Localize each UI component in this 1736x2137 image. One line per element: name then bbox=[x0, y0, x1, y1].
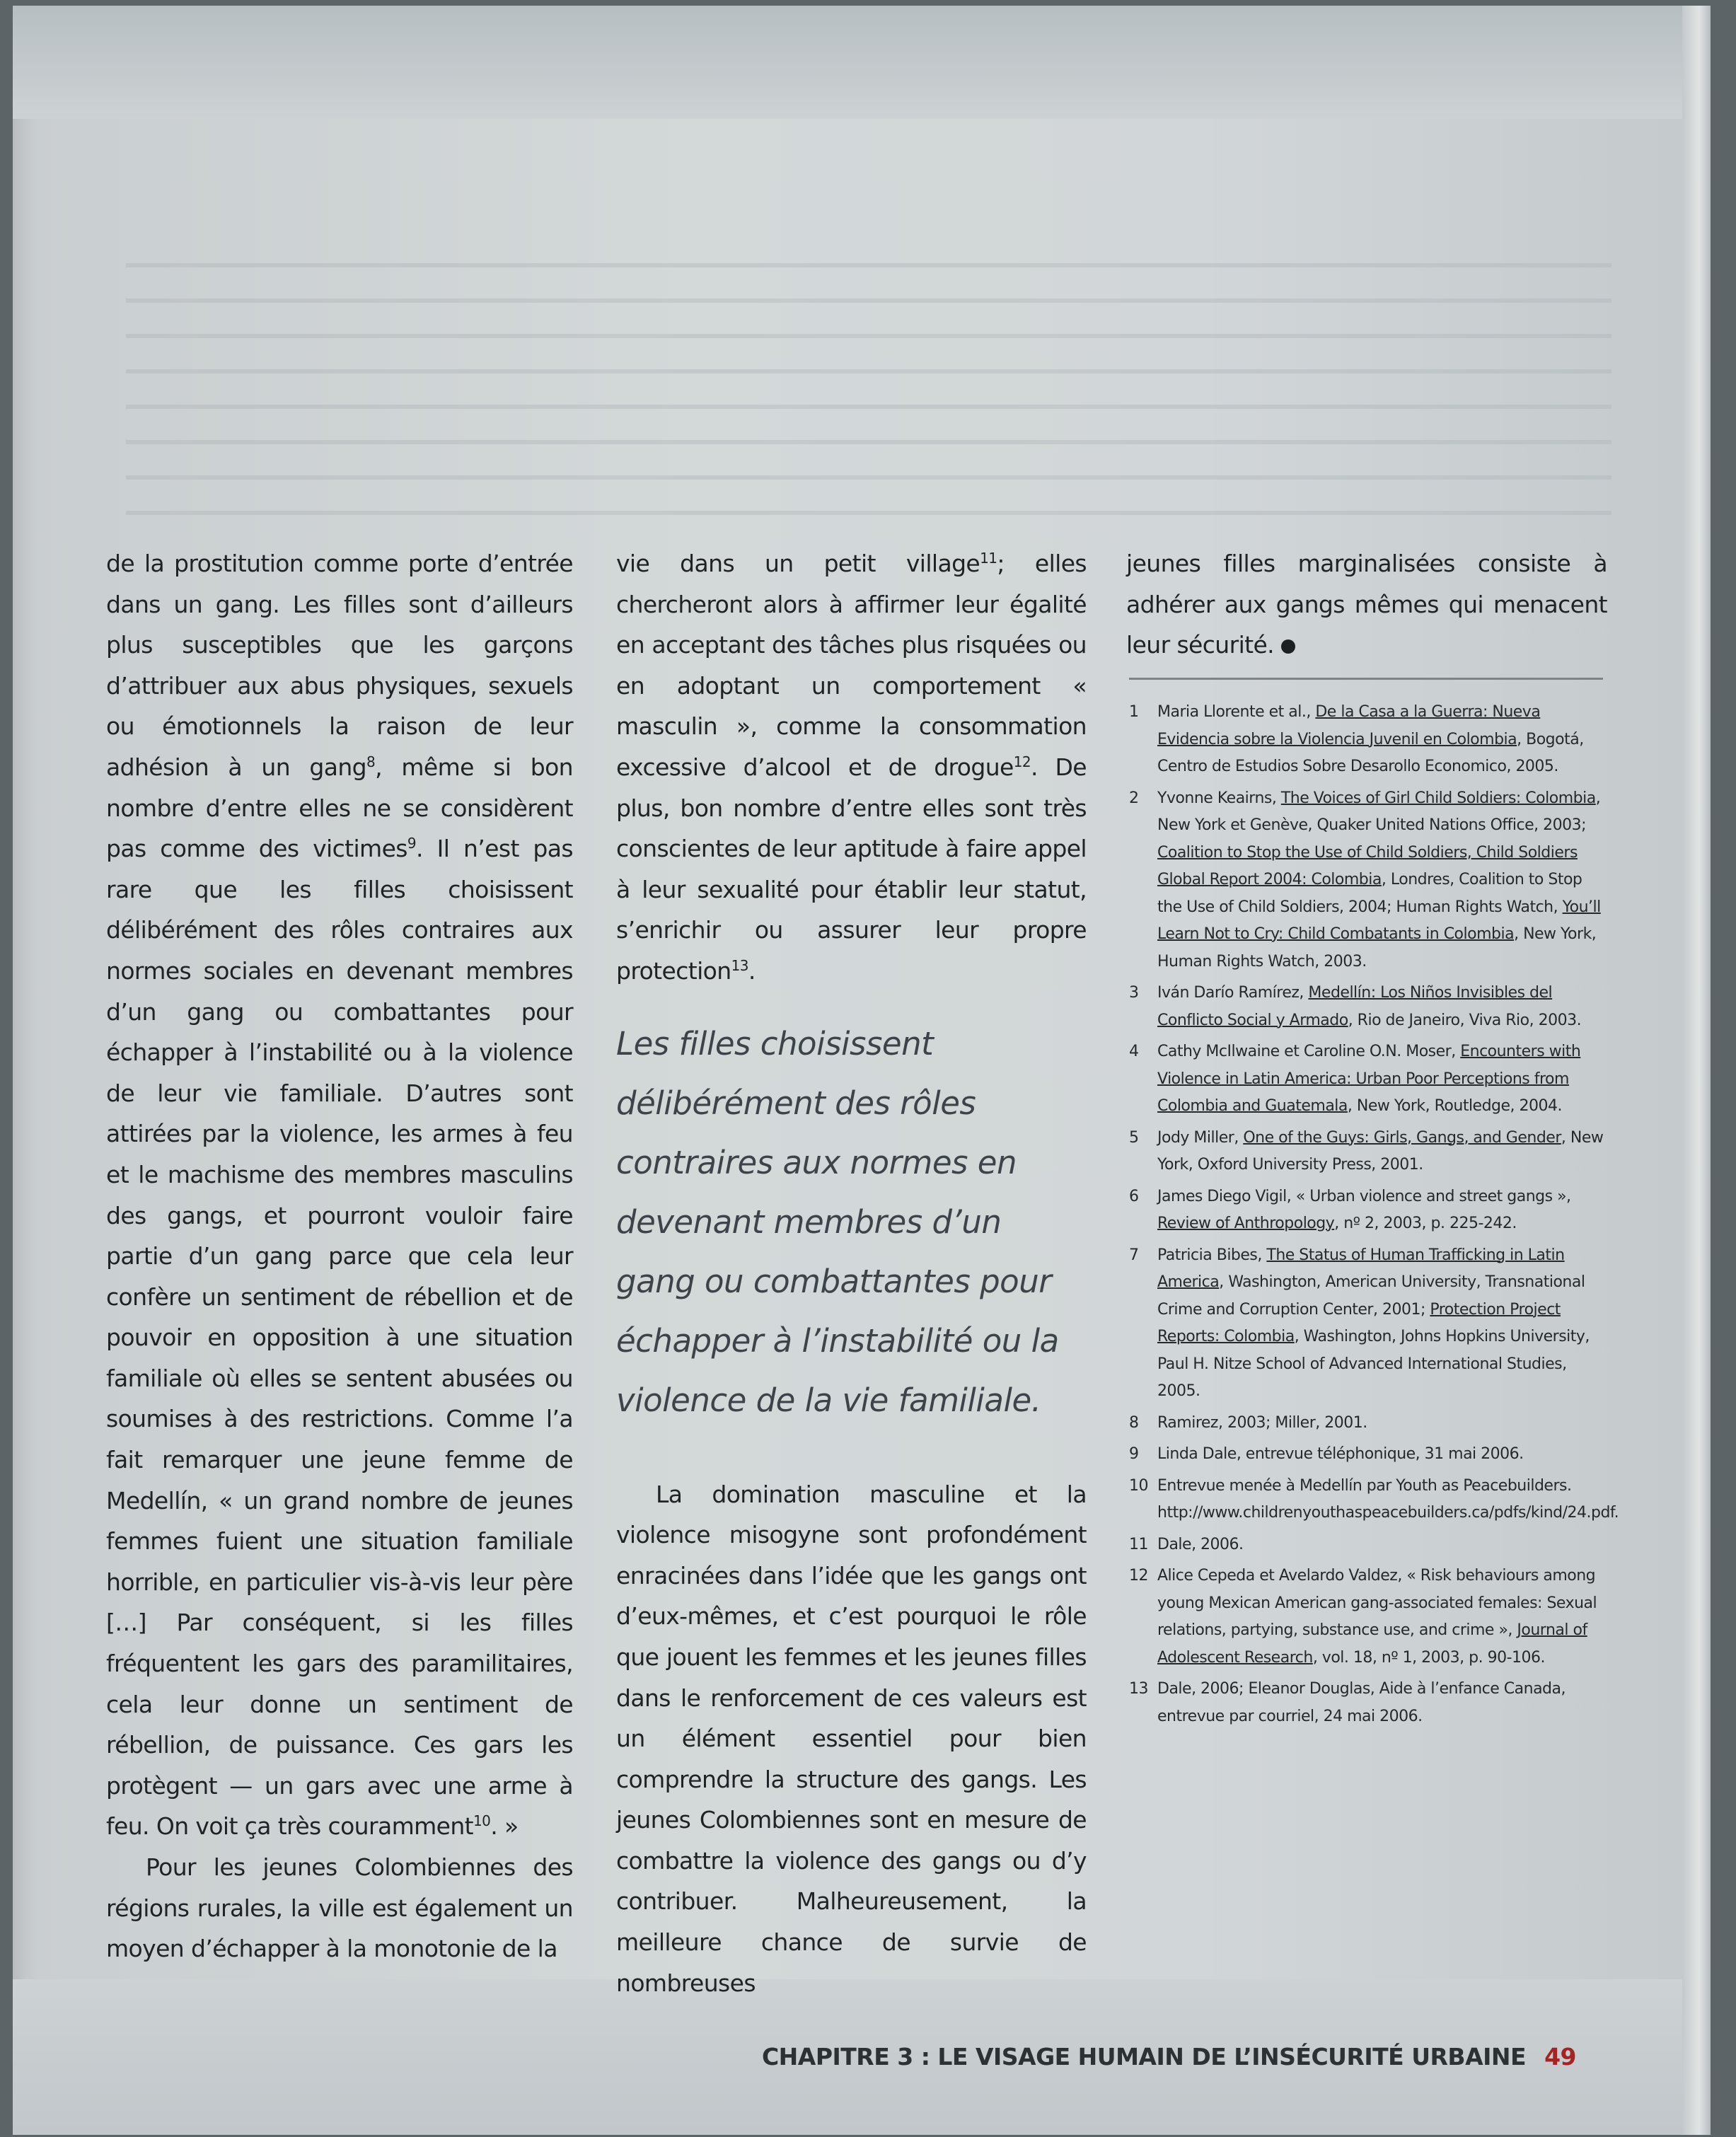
footnote-segment: , Londres, Coalition to Stop the Use of Child Soldiers, 2004; Human Rights Watch, bbox=[1157, 871, 1582, 916]
footnote-title: Review of Anthropology bbox=[1157, 1215, 1335, 1232]
footnote-number: 12 bbox=[1129, 1567, 1148, 1585]
footnote-segment: , Rio de Janeiro, Viva Rio, 2003. bbox=[1348, 1011, 1582, 1029]
footnote-number: 13 bbox=[1129, 1680, 1148, 1698]
footnote-segment: Patricia Bibes, bbox=[1157, 1246, 1267, 1264]
footnote-text bbox=[1157, 1441, 1610, 1469]
footnote-segment: Linda Dale, entrevue téléphonique, 31 mai 2006. bbox=[1157, 1445, 1524, 1463]
footnote-number: 8 bbox=[1129, 1413, 1139, 1432]
footnotes bbox=[1129, 699, 1619, 1734]
page-edge bbox=[1682, 6, 1711, 2135]
footnote-title: De la Casa a la Guerra: Nueva Evidencia sobre la Violencia Juvenil en Colombia bbox=[1157, 703, 1541, 748]
footnote-text bbox=[1157, 785, 1610, 976]
footnote-segment: , New York, Oxford University Press, 2001. bbox=[1157, 1128, 1604, 1174]
col3-paragraph-1: jeunes filles marginalisées consiste à adhérer aux gangs mêmes qui menacent leur sécurité. bbox=[1126, 550, 1607, 659]
footnote-title: The Status of Human Trafficking in Latin America bbox=[1157, 1246, 1565, 1291]
column-3 bbox=[1126, 543, 1607, 666]
chapter-title: CHAPITRE 3 : LE VISAGE HUMAIN DE L’INSÉCURITÉ URBAINE bbox=[761, 2043, 1527, 2071]
footnote-title: One of the Guys: Girls, Gangs, and Gender bbox=[1243, 1128, 1561, 1147]
footnote-text bbox=[1157, 1410, 1610, 1437]
pull-quote: Les filles choisissent délibérément des rôles contraires aux normes en devenant membres d’un gang ou combattantes pour échapper à l’instabilité ou la violence de la vie familiale. bbox=[616, 1024, 1059, 1419]
page bbox=[13, 6, 1711, 2135]
footnote-segment: , New York et Genève, Quaker United Nations Office, 2003; bbox=[1157, 789, 1601, 834]
footnote-segment: , Washington, Johns Hopkins University, Paul H. Nitze School of Advanced International Studies, 2005. bbox=[1157, 1328, 1590, 1400]
footnote-title: Journal of Adolescent Research bbox=[1157, 1621, 1587, 1667]
footnote-segment: Entrevue menée à Medellín par Youth as Peacebuilders. http://www.childrenyouthaspeacebuilders.ca/pdfs/kind/24.pdf. bbox=[1157, 1476, 1619, 1522]
footnote-number: 11 bbox=[1129, 1535, 1148, 1553]
end-mark-icon bbox=[1281, 639, 1295, 654]
footnote-segment: Jody Miller, bbox=[1157, 1128, 1244, 1147]
footnote-text bbox=[1157, 1473, 1619, 1527]
footnote bbox=[1129, 1531, 1610, 1559]
col2-paragraph-2: La domination masculine et la violence misogyne sont profondément enracinées dans l’idée que les gangs ont d’eux-mêmes, et c’est pourquoi le rôle que jouent les femmes et les jeunes filles dans le renforcement de ces valeurs est un élément essentiel pour bien comprendre la structure des gangs. Les jeunes Colombiennes sont en mesure de combattre la violence des gangs ou d’y contribuer. Malheureusement, la meilleure chance de survie de nombreuses bbox=[616, 1480, 1087, 1997]
footnote-text bbox=[1157, 980, 1610, 1034]
footnote-segment: , New York, Routledge, 2004. bbox=[1347, 1097, 1563, 1115]
notes-rule bbox=[1129, 678, 1603, 680]
footnote-title: You’ll Learn Not to Cry: Child Combatants in Colombia bbox=[1157, 898, 1601, 943]
footnote bbox=[1129, 1441, 1610, 1469]
footnote-text bbox=[1157, 1125, 1610, 1179]
footnote bbox=[1129, 1676, 1610, 1730]
footnote-number: 5 bbox=[1129, 1128, 1139, 1147]
col2-paragraph-1: vie dans un petit village$^{11}$; elles chercheront alors à affirmer leur égalité en acceptant des tâches plus risquées ou en adoptant un comportement « masculin », comme la consommation excessive d’alcool et de drogue$^{12}$. De plus, bon nombre d’entre elles sont très conscientes de leur aptitude à faire appel à leur sexualité pour établir leur statut, s’enrichir ou assurer leur propre protection$^{13}$. bbox=[616, 550, 1087, 985]
page-top-band bbox=[13, 6, 1711, 119]
footnote-number: 3 bbox=[1129, 984, 1139, 1002]
footnote-number: 2 bbox=[1129, 789, 1139, 807]
footnote bbox=[1129, 1038, 1610, 1120]
footnote-text bbox=[1157, 1563, 1610, 1672]
footnote-number: 1 bbox=[1129, 703, 1139, 721]
footnote-title: Encounters with Violence in Latin America: Urban Poor Perceptions from Colombia and Guatemala bbox=[1157, 1043, 1581, 1115]
footnote-number: 9 bbox=[1129, 1445, 1139, 1463]
page-number: 49 bbox=[1544, 2043, 1576, 2071]
footnote-segment: Dale, 2006. bbox=[1157, 1535, 1244, 1553]
footnote-number: 4 bbox=[1129, 1043, 1139, 1060]
footnote-text bbox=[1157, 1038, 1610, 1120]
running-footer bbox=[762, 2043, 1576, 2071]
footnote-number: 10 bbox=[1129, 1476, 1148, 1495]
footnote bbox=[1129, 1410, 1610, 1437]
footnote-title: Coalition to Stop the Use of Child Soldiers, Child Soldiers Global Report 2004: Colombia bbox=[1157, 843, 1578, 888]
footnote-segment: Yvonne Keairns, bbox=[1157, 789, 1281, 807]
footnote-text bbox=[1157, 1183, 1610, 1238]
footnote-segment: Cathy McIlwaine et Caroline O.N. Moser, bbox=[1157, 1043, 1461, 1060]
footnote bbox=[1129, 980, 1610, 1034]
footnote-segment: , vol. 18, nº 1, 2003, p. 90-106. bbox=[1312, 1648, 1545, 1667]
footnote-segment: Maria Llorente et al., bbox=[1157, 703, 1316, 721]
footnote bbox=[1129, 1473, 1619, 1527]
footnote-segment: Iván Darío Ramírez, bbox=[1157, 984, 1309, 1002]
footnote-text bbox=[1157, 1242, 1610, 1406]
footnote-title: Medellín: Los Niños Invisibles del Conflicto Social y Armado bbox=[1157, 984, 1553, 1029]
footnote-segment: Ramirez, 2003; Miller, 2001. bbox=[1157, 1413, 1367, 1432]
footnote bbox=[1129, 1242, 1610, 1406]
footnote bbox=[1129, 1183, 1610, 1238]
footnote-segment: , nº 2, 2003, p. 225-242. bbox=[1334, 1215, 1517, 1232]
column-2 bbox=[616, 543, 1087, 2003]
footnote-segment: , New York, Human Rights Watch, 2003. bbox=[1157, 925, 1597, 971]
footnote-number: 7 bbox=[1129, 1246, 1139, 1264]
footnote-title: The Voices of Girl Child Soldiers: Colombia bbox=[1280, 789, 1596, 807]
footnote bbox=[1129, 1125, 1610, 1179]
footnote-segment: Alice Cepeda et Avelardo Valdez, « Risk behaviours among young Mexican American gang-associated females: Sexual relations, partying, substance use, and crime », bbox=[1157, 1567, 1597, 1639]
footnote-segment: , Bogotá, Centro de Estudios Sobre Desarollo Economico, 2005. bbox=[1157, 730, 1584, 775]
bleed-through-texture bbox=[126, 232, 1611, 529]
footnote bbox=[1129, 699, 1610, 781]
col1-paragraph-2: Pour les jeunes Colombiennes des régions rurales, la ville est également un moyen d’échapper à la monotonie de la bbox=[106, 1853, 573, 1963]
footnote-segment: , Washington, American University, Transnational Crime and Corruption Center, 2001; bbox=[1157, 1273, 1585, 1319]
col1-paragraph-1: de la prostitution comme porte d’entrée dans un gang. Les filles sont d’ailleurs plus susceptibles que les garçons d’attribuer aux abus physiques, sexuels ou émotionnels la raison de leur adhésion à un gang$^8$, même si bon nombre d’entre elles ne se considèrent pas comme des victimes$^9$. Il n’est pas rare que les filles choisissent délibérément des rôles contraires aux normes sociales en devenant membres d’un gang ou combattantes pour échapper à l’instabilité ou à la violence de leur vie familiale. D’autres sont attirées par la violence, les armes à feu et le machisme des membres masculins des gangs, et pourront vouloir faire partie d’un gang parce que cela leur confère un sentiment de rébellion et de pouvoir en opposition à une situation familiale où elles se sentent abusées ou soumises à des restrictions. Comme l’a fait remarquer une jeune femme de Medellín, « un grand nombre de jeunes femmes fuient une situation familiale horrible, en particulier vis-à-vis leur père […] Par conséquent, si les filles fréquentent les gars des paramilitaires, cela leur donne un sentiment de rébellion, de puissance. Ces gars les protègent — un gars avec une arme à feu. On voit ça très couramment$^{10}$. » bbox=[106, 550, 573, 1841]
footnote-title: Protection Project Reports: Colombia bbox=[1157, 1300, 1561, 1345]
column-1 bbox=[106, 543, 573, 1969]
footnote-text bbox=[1157, 699, 1610, 781]
footnote-segment: James Diego Vigil, « Urban violence and street gangs », bbox=[1157, 1187, 1571, 1205]
footnote-text bbox=[1157, 1531, 1610, 1559]
footnote-number: 6 bbox=[1129, 1187, 1139, 1205]
footnote-text bbox=[1157, 1676, 1610, 1730]
footnote bbox=[1129, 1563, 1610, 1672]
footnote-segment: Dale, 2006; Eleanor Douglas, Aide à l’enfance Canada, entrevue par courriel, 24 mai 2006. bbox=[1157, 1680, 1566, 1725]
footnote bbox=[1129, 785, 1610, 976]
